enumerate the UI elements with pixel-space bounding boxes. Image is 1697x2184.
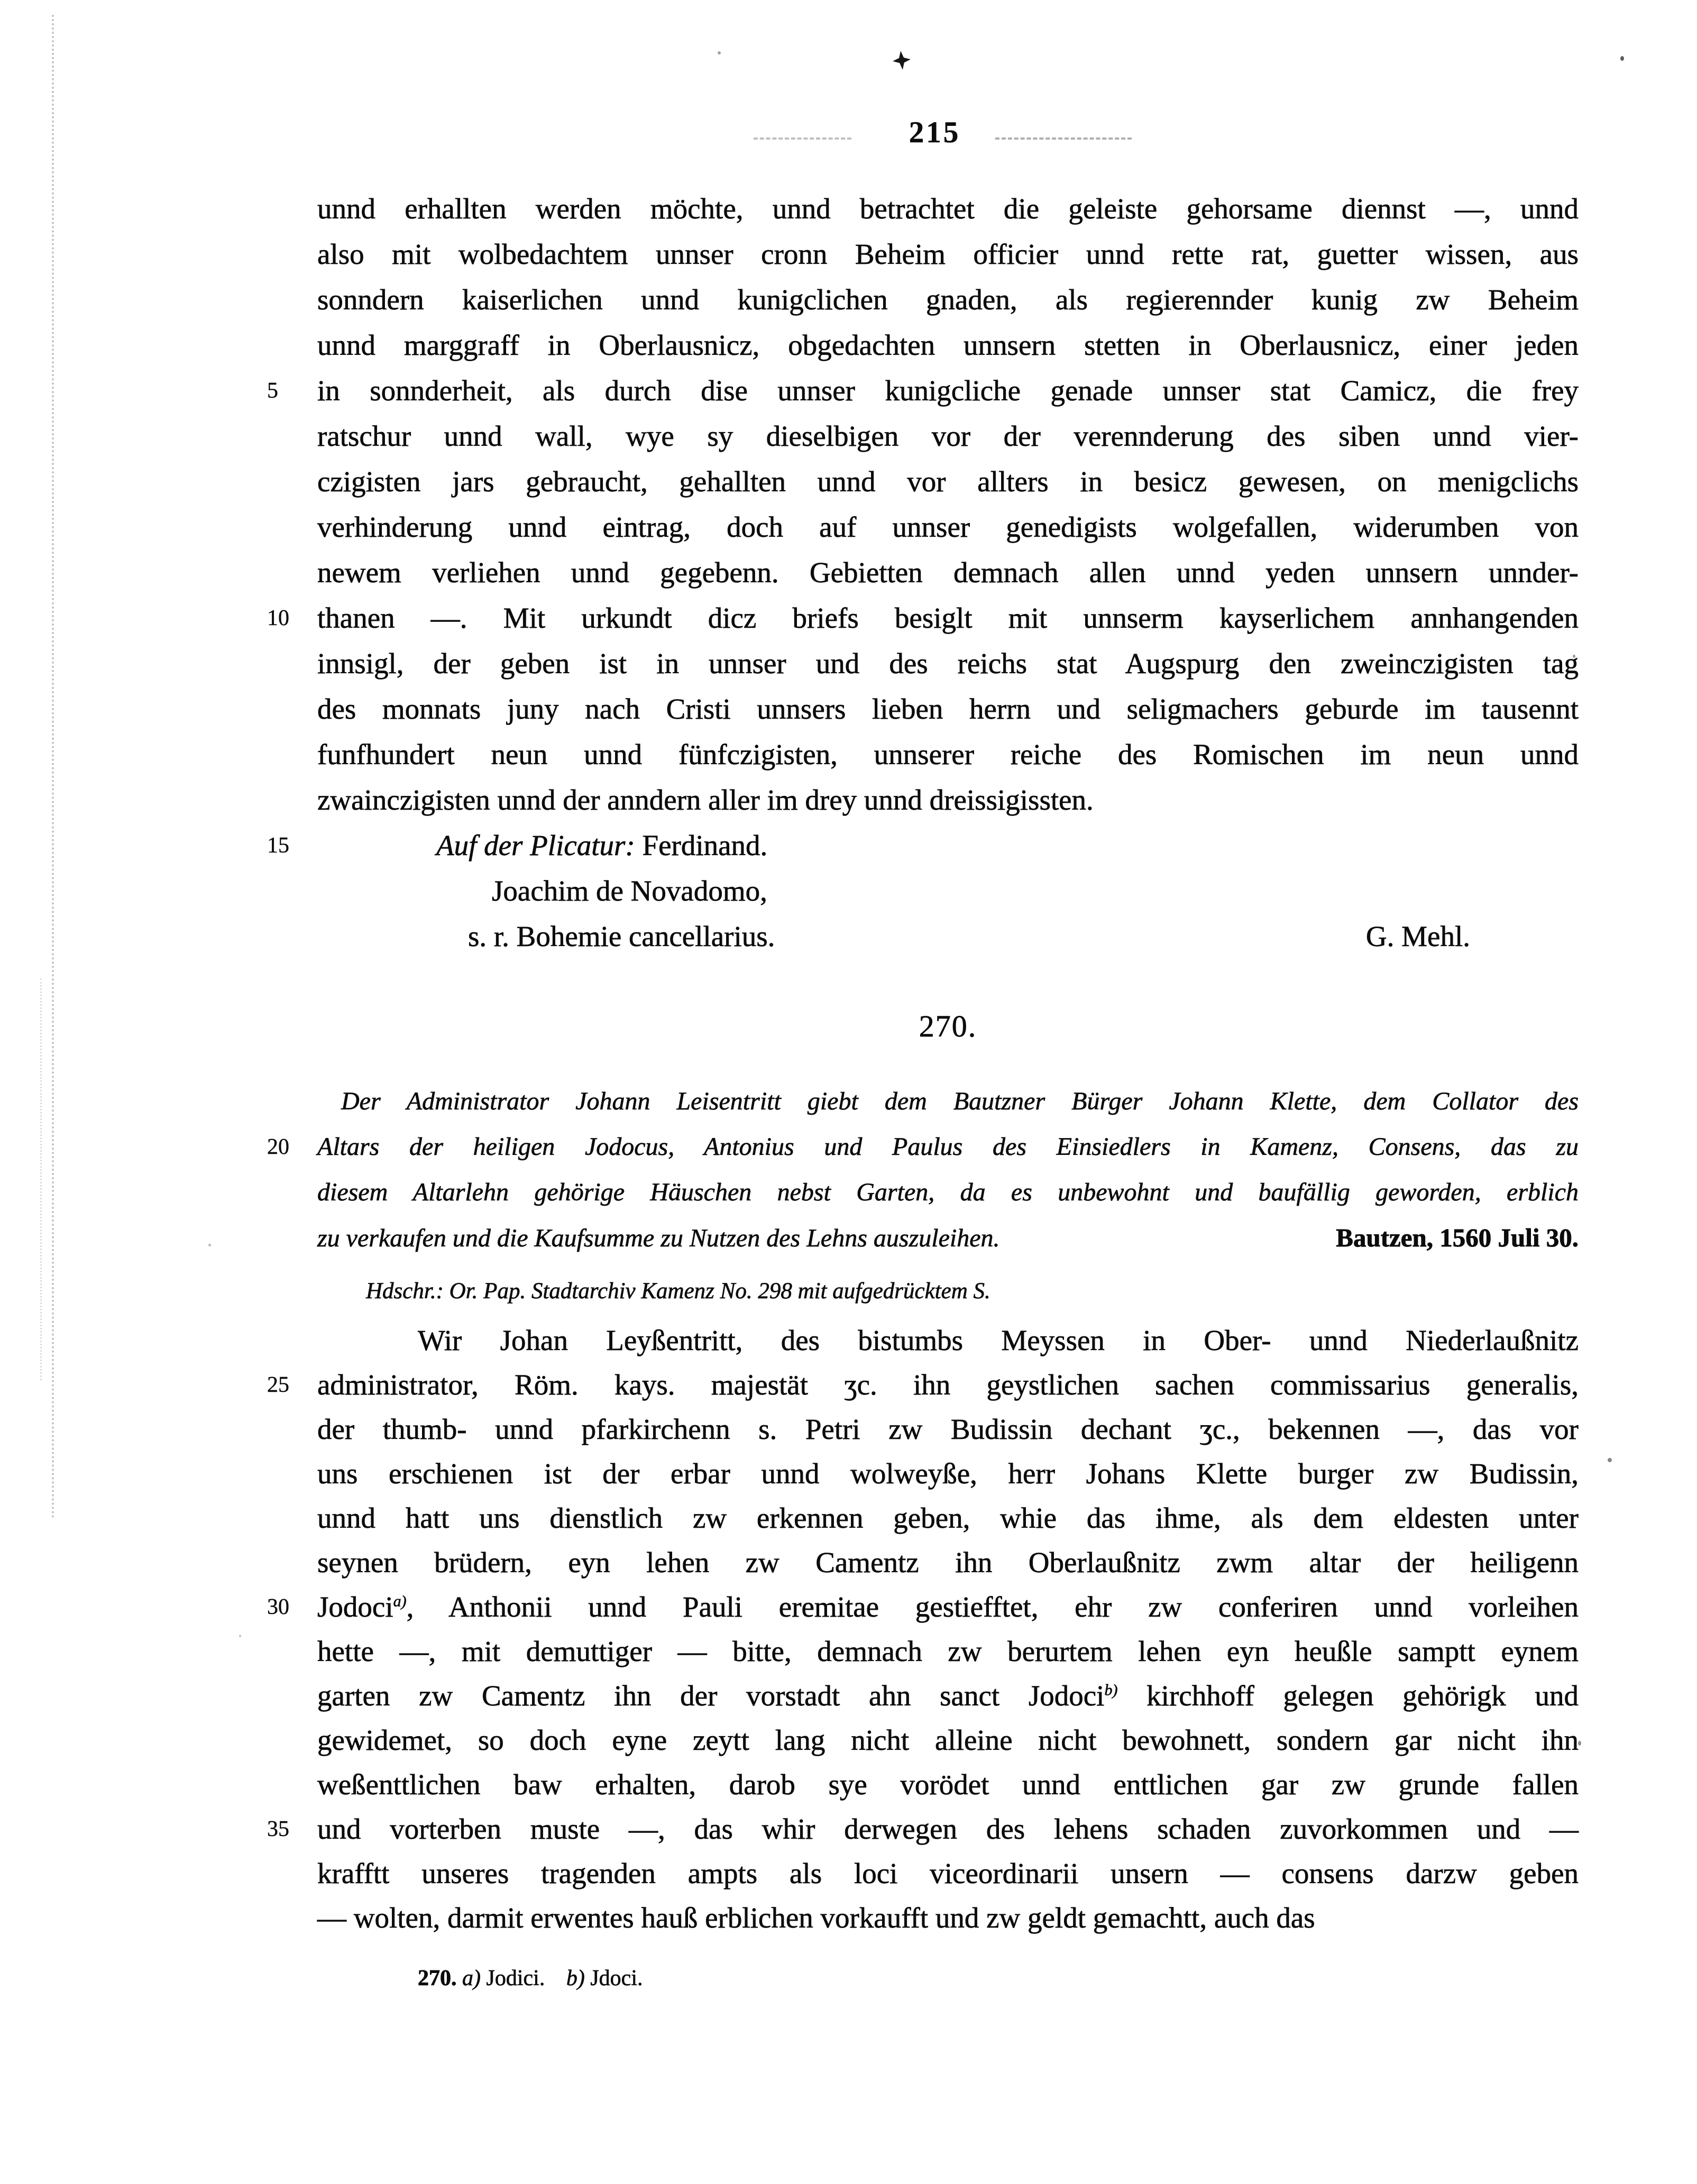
signature-line	[267, 823, 1579, 868]
text-line	[317, 459, 1579, 504]
line-text: ratschur unnd wall, wye sy dieselbigen vor der verennderung des siben unnd vier-	[317, 420, 1579, 452]
line-text: zwainczigisten unnd der anndern aller im drey unnd dreissigissten.	[317, 784, 1094, 816]
document-date: Bautzen, 1560 Juli 30.	[1336, 1223, 1579, 1252]
signature-line	[317, 914, 1579, 959]
footnote-marker: b)	[1104, 1681, 1118, 1699]
page-number	[304, 110, 1565, 155]
text-line	[317, 1629, 1579, 1674]
text-line	[317, 1496, 1579, 1540]
text-line	[317, 414, 1579, 459]
line-text: unnd hatt uns dienstlich zw erkennen geben, whie das ihme, als dem eldesten unter	[317, 1502, 1579, 1534]
text-line	[267, 1807, 1579, 1851]
document-summary	[267, 1079, 1579, 1261]
line-text: kirchhoff gelegen gehörigk und	[1117, 1680, 1579, 1712]
line-text: sonndern kaiserlichen unnd kunigclichen gnaden, als regierennder kunig zw Beheim	[317, 283, 1579, 316]
line-text: thanen —. Mit urkundt dicz briefs besiglt mit unnserm kayserlichem annhangenden	[317, 602, 1579, 634]
text-line	[317, 1674, 1579, 1718]
document-body	[267, 1318, 1579, 1940]
footnote	[317, 1963, 1579, 1993]
text-line	[317, 1896, 1579, 1940]
line-text: uns erschienen ist der erbar unnd wolweyße, herr Johans Klette burger zw Budissin,	[317, 1457, 1579, 1490]
text-line	[317, 186, 1579, 232]
summary-line	[317, 1215, 1579, 1261]
scan-speck	[1608, 1458, 1612, 1462]
text-line	[317, 232, 1579, 277]
line-text: — wolten, darmit erwentes hauß erblichen vorkaufft und zw geldt gemachtt, auch das	[317, 1902, 1315, 1934]
line-text: in sonnderheit, als durch dise unnser kunigcliche genade unnser stat Camicz, die frey	[317, 374, 1579, 407]
text-line	[317, 323, 1579, 368]
line-text: innsigl, der geben ist in unnser und des reichs stat Augspurg den zweinczigisten tag	[317, 647, 1579, 680]
line-text: weßenttlichen baw erhalten, darob sye vorödet unnd enttlichen gar zw grunde fallen	[317, 1768, 1579, 1801]
line-text: und vorterben muste —, das whir derwegen des lehens schaden zuvorkommen und —	[317, 1813, 1579, 1845]
text-line	[317, 1540, 1579, 1585]
document-number-heading: 270.	[919, 1009, 977, 1043]
summary-line	[317, 1079, 1579, 1124]
line-text: verhinderung unnd eintrag, doch auf unnser genedigists wolgefallen, widerumben von	[317, 511, 1579, 543]
footnote-siglum-a: a)	[462, 1966, 481, 1990]
line-text: Wir Johan Leyßentritt, des bistumbs Meyssen in Ober- unnd Niederlaußnitz	[418, 1324, 1579, 1356]
line-text: administrator, Röm. kays. majestät ʒc. ihn geystlichen sachen commissarius generalis,	[317, 1369, 1579, 1401]
text-line	[317, 686, 1579, 732]
line-text: zu verkaufen und die Kaufsumme zu Nutzen des Lehns auszuleihen.	[317, 1224, 1000, 1252]
line-text: Der Administrator Johann Leisentritt giebt dem Bautzner Bürger Johann Klette, dem Collator des	[341, 1087, 1579, 1115]
line-text: czigisten jars gebraucht, gehallten unnd vor allters in besicz gewesen, on menigclichs	[317, 465, 1579, 498]
text-line	[317, 1318, 1579, 1363]
line-text: des monnats juny nach Cristi unnsers lieben herrn und seligmachers geburde im tausennt	[317, 693, 1579, 725]
summary-line	[267, 1124, 1579, 1170]
footnote-text-b: Jdoci.	[590, 1966, 643, 1990]
line-text: Altars der heiligen Jodocus, Antonius und Paulus des Einsiedlers in Kamenz, Consens, das zu	[317, 1133, 1579, 1161]
line-number: 25	[267, 1373, 289, 1397]
line-text: , Anthonii unnd Pauli eremitae gestiefftet, ehr zw conferiren unnd vorleihen	[406, 1591, 1579, 1623]
signer-name: Joachim de Novadomo,	[492, 875, 767, 907]
text-line	[317, 504, 1579, 550]
line-text: also mit wolbedachtem unnser cronn Beheim officier unnd rette rat, guetter wissen, aus	[317, 238, 1579, 270]
doc-270	[267, 1004, 1579, 1993]
text-line	[317, 732, 1579, 777]
plicatur-label: Auf der Plicatur:	[436, 829, 635, 861]
line-text: funfhundert neun unnd fünfczigisten, unnserer reiche des Romischen im neun unnd	[317, 738, 1579, 770]
scan-speck	[239, 1635, 241, 1637]
line-number: 20	[267, 1135, 289, 1159]
line-number: 15	[267, 833, 289, 858]
footnote-siglum-b: b)	[566, 1966, 585, 1990]
line-text: krafftt unseres tragenden ampts als loci viceordinarii unsern — consens darzw geben	[317, 1857, 1579, 1889]
text-line	[317, 1407, 1579, 1452]
line-number: 10	[267, 606, 289, 630]
text-line	[267, 1363, 1579, 1407]
signature-line	[317, 868, 1579, 914]
line-number: 30	[267, 1595, 289, 1619]
scan-speck	[208, 1244, 211, 1246]
summary-line	[317, 1170, 1579, 1215]
source-note: Hdschr.: Or. Pap. Stadtarchiv Kamenz No. 298 mit aufgedrücktem S.	[366, 1279, 990, 1304]
doc-269-continuation	[267, 186, 1579, 959]
text-line	[267, 1585, 1579, 1629]
line-text: hette —, mit demuttiger — bitte, demnach zw berurtem lehen eyn heußle samptt eynem	[317, 1635, 1579, 1667]
scan-speck	[1620, 56, 1624, 61]
text-line	[267, 368, 1579, 414]
text-line	[317, 550, 1579, 595]
footnote-doc-number: 270.	[418, 1966, 457, 1990]
text-block	[267, 186, 1579, 1993]
line-text: garten zw Camentz ihn der vorstadt ahn sanct Jodoci	[317, 1680, 1105, 1712]
page-number-value: 215	[909, 116, 961, 149]
text-line	[317, 277, 1579, 323]
footnote-marker: a)	[393, 1592, 407, 1610]
text-line	[317, 1763, 1579, 1807]
text-line	[317, 641, 1579, 686]
countersignature: G. Mehl.	[1365, 920, 1470, 952]
line-text: unnd erhallten werden möchte, unnd betrachtet die geleiste gehorsame diennst —, unnd	[317, 192, 1579, 225]
line-text: der thumb- unnd pfarkirchenn s. Petri zw Budissin dechant ʒc., bekennen —, das vor	[317, 1413, 1579, 1445]
text-line	[317, 1851, 1579, 1896]
line-text: newem verliehen unnd gegebenn. Gebietten demnach allen unnd yeden unnsern unnder-	[317, 556, 1579, 589]
line-text: Jodoci	[317, 1591, 393, 1623]
line-text: gewidemet, so doch eyne zeytt lang nicht alleine nicht bewohnett, sondern gar nicht ihn	[317, 1724, 1579, 1756]
signer-title: s. r. Bohemie cancellarius.	[468, 920, 775, 952]
florette-ornament-icon	[892, 50, 912, 70]
text-line	[317, 1718, 1579, 1763]
scan-speck	[718, 51, 721, 54]
scan-edge-dotted-line	[52, 15, 54, 1519]
scan-edge-dotted-line	[40, 978, 42, 1380]
line-number: 5	[267, 379, 278, 403]
text-line	[317, 1452, 1579, 1496]
line-text: diesem Altarlehn gehörige Häuschen nebst Garten, da es unbewohnt und baufällig geworden, erblich	[317, 1178, 1579, 1206]
text-line	[267, 595, 1579, 641]
text-line	[317, 777, 1579, 823]
footnote-text-a: Jodici.	[486, 1966, 545, 1990]
line-text: seynen brüdern, eyn lehen zw Camentz ihn Oberlaußnitz zwm altar der heiligenn	[317, 1546, 1579, 1579]
line-text: unnd marggraff in Oberlausnicz, obgedachten unnsern stetten in Oberlausnicz, einer jeden	[317, 329, 1579, 361]
line-number: 35	[267, 1817, 289, 1841]
signer-name: Ferdinand.	[642, 829, 768, 861]
